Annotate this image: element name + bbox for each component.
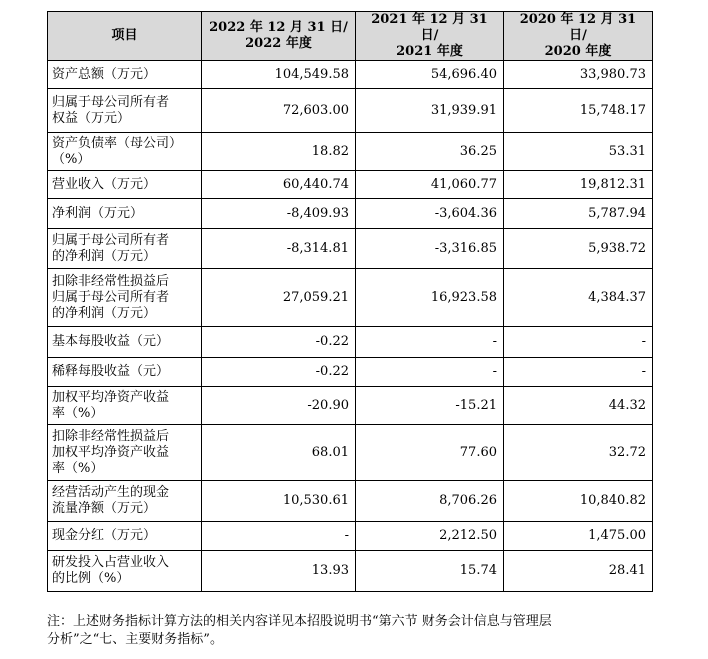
row-label-line: 率（%） xyxy=(52,460,104,476)
row-label-line: 的比例（%） xyxy=(52,571,130,586)
footnote xyxy=(47,613,667,649)
row-label xyxy=(48,229,202,269)
cell-2020: 1,475.00 xyxy=(504,522,653,551)
cell-2020: 53.31 xyxy=(504,133,653,171)
table-body xyxy=(48,61,653,592)
row-label xyxy=(48,358,202,387)
table-row xyxy=(48,89,653,133)
header-2020 xyxy=(504,12,653,61)
row-label-line: 经营活动产生的现金 xyxy=(52,485,170,500)
cell-2021: 36.25 xyxy=(356,133,504,171)
header-item: 项目 xyxy=(48,12,202,61)
row-label-line: 加权平均净资产收益 xyxy=(52,444,170,460)
header-2022-line2: 2022 年度 xyxy=(245,36,312,51)
row-label xyxy=(48,327,202,358)
row-label-line: 的净利润（万元） xyxy=(52,305,157,321)
cell-2022: - xyxy=(202,522,356,551)
cell-2021: - xyxy=(356,327,504,358)
cell-2020: 19,812.31 xyxy=(504,171,653,199)
cell-2022: 72,603.00 xyxy=(202,89,356,133)
cell-2022: 60,440.74 xyxy=(202,171,356,199)
row-label-line: 资产负债率（母公司） xyxy=(52,135,183,151)
header-2022 xyxy=(202,12,356,61)
cell-2022: 104,549.58 xyxy=(202,61,356,89)
row-label xyxy=(48,61,202,89)
cell-2020: 33,980.73 xyxy=(504,61,653,89)
row-label-line: 营业收入（万元） xyxy=(52,176,157,192)
cell-2021: -3,604.36 xyxy=(356,199,504,229)
table-row xyxy=(48,199,653,229)
table-row xyxy=(48,425,653,481)
row-label-line: 归属于母公司所有者 xyxy=(52,289,170,305)
cell-2020: 32.72 xyxy=(504,425,653,481)
cell-2021: 2,212.50 xyxy=(356,522,504,551)
cell-2022: 68.01 xyxy=(202,425,356,481)
header-2021-line2: 2021 年度 xyxy=(396,44,463,59)
row-label-line: 基本每股收益（元） xyxy=(52,334,170,349)
cell-2020: - xyxy=(504,358,653,387)
cell-2021: 77.60 xyxy=(356,425,504,481)
row-label xyxy=(48,425,202,481)
cell-2020: 44.32 xyxy=(504,387,653,425)
cell-2021: -3,316.85 xyxy=(356,229,504,269)
row-label xyxy=(48,522,202,551)
row-label xyxy=(48,551,202,592)
row-label-line: 扣除非经常性损益后 xyxy=(52,273,170,289)
table-header-row xyxy=(48,12,653,61)
row-label xyxy=(48,199,202,229)
row-label xyxy=(48,133,202,171)
cell-2020: 15,748.17 xyxy=(504,89,653,133)
cell-2021: 54,696.40 xyxy=(356,61,504,89)
row-label-line: （%） xyxy=(52,151,91,167)
cell-2022: -8,409.93 xyxy=(202,199,356,229)
cell-2020: 28.41 xyxy=(504,551,653,592)
table-row xyxy=(48,551,653,592)
table-row xyxy=(48,171,653,199)
row-label xyxy=(48,481,202,522)
header-2020-line1: 2020 年 12 月 31 日/ xyxy=(519,12,637,43)
cell-2020: 4,384.37 xyxy=(504,269,653,327)
table-row xyxy=(48,61,653,89)
cell-2021: 8,706.26 xyxy=(356,481,504,522)
cell-2020: 10,840.82 xyxy=(504,481,653,522)
table-row xyxy=(48,229,653,269)
row-label-line: 的净利润（万元） xyxy=(52,248,157,264)
cell-2021: 41,060.77 xyxy=(356,171,504,199)
cell-2022: 10,530.61 xyxy=(202,481,356,522)
header-2021-line1: 2021 年 12 月 31 日/ xyxy=(371,12,488,43)
row-label-line: 研发投入占营业收入 xyxy=(52,555,170,570)
table-row xyxy=(48,327,653,358)
cell-2020: 5,787.94 xyxy=(504,199,653,229)
row-label xyxy=(48,89,202,133)
row-label-line: 流量净额（万元） xyxy=(52,501,157,516)
row-label-line: 率（%） xyxy=(52,405,104,421)
cell-2022: -0.22 xyxy=(202,327,356,358)
row-label-line: 加权平均净资产收益 xyxy=(52,389,170,405)
row-label-line: 权益（万元） xyxy=(52,110,131,126)
header-2020-line2: 2020 年度 xyxy=(544,44,612,59)
cell-2021: -15.21 xyxy=(356,387,504,425)
table-row xyxy=(48,133,653,171)
row-label-line: 现金分红（万元） xyxy=(52,528,157,543)
cell-2021: 31,939.91 xyxy=(356,89,504,133)
table-row xyxy=(48,522,653,551)
cell-2022: 18.82 xyxy=(202,133,356,171)
header-2021 xyxy=(356,12,504,61)
row-label-line: 归属于母公司所有者 xyxy=(52,94,170,110)
table-row xyxy=(48,269,653,327)
row-label xyxy=(48,387,202,425)
cell-2022: -20.90 xyxy=(202,387,356,425)
row-label-line: 扣除非经常性损益后 xyxy=(52,428,170,444)
row-label xyxy=(48,171,202,199)
row-label-line: 资产总额（万元） xyxy=(52,66,157,82)
row-label-line: 稀释每股收益（元） xyxy=(52,364,170,379)
header-2022-line1: 2022 年 12 月 31 日/ xyxy=(209,20,348,35)
cell-2021: 16,923.58 xyxy=(356,269,504,327)
row-label xyxy=(48,269,202,327)
cell-2022: 13.93 xyxy=(202,551,356,592)
cell-2022: 27,059.21 xyxy=(202,269,356,327)
cell-2022: -8,314.81 xyxy=(202,229,356,269)
table-row xyxy=(48,387,653,425)
table-row xyxy=(48,358,653,387)
footnote-line2: 分析”之“七、主要财务指标”。 xyxy=(47,632,223,647)
cell-2020: - xyxy=(504,327,653,358)
footnote-line1: 注：上述财务指标计算方法的相关内容详见本招股说明书“第六节 财务会计信息与管理层 xyxy=(47,614,552,629)
table-row xyxy=(48,481,653,522)
cell-2021: 15.74 xyxy=(356,551,504,592)
cell-2020: 5,938.72 xyxy=(504,229,653,269)
row-label-line: 净利润（万元） xyxy=(52,205,144,221)
cell-2021: - xyxy=(356,358,504,387)
cell-2022: -0.22 xyxy=(202,358,356,387)
row-label-line: 归属于母公司所有者 xyxy=(52,232,170,248)
financial-indicators-table xyxy=(47,11,653,592)
